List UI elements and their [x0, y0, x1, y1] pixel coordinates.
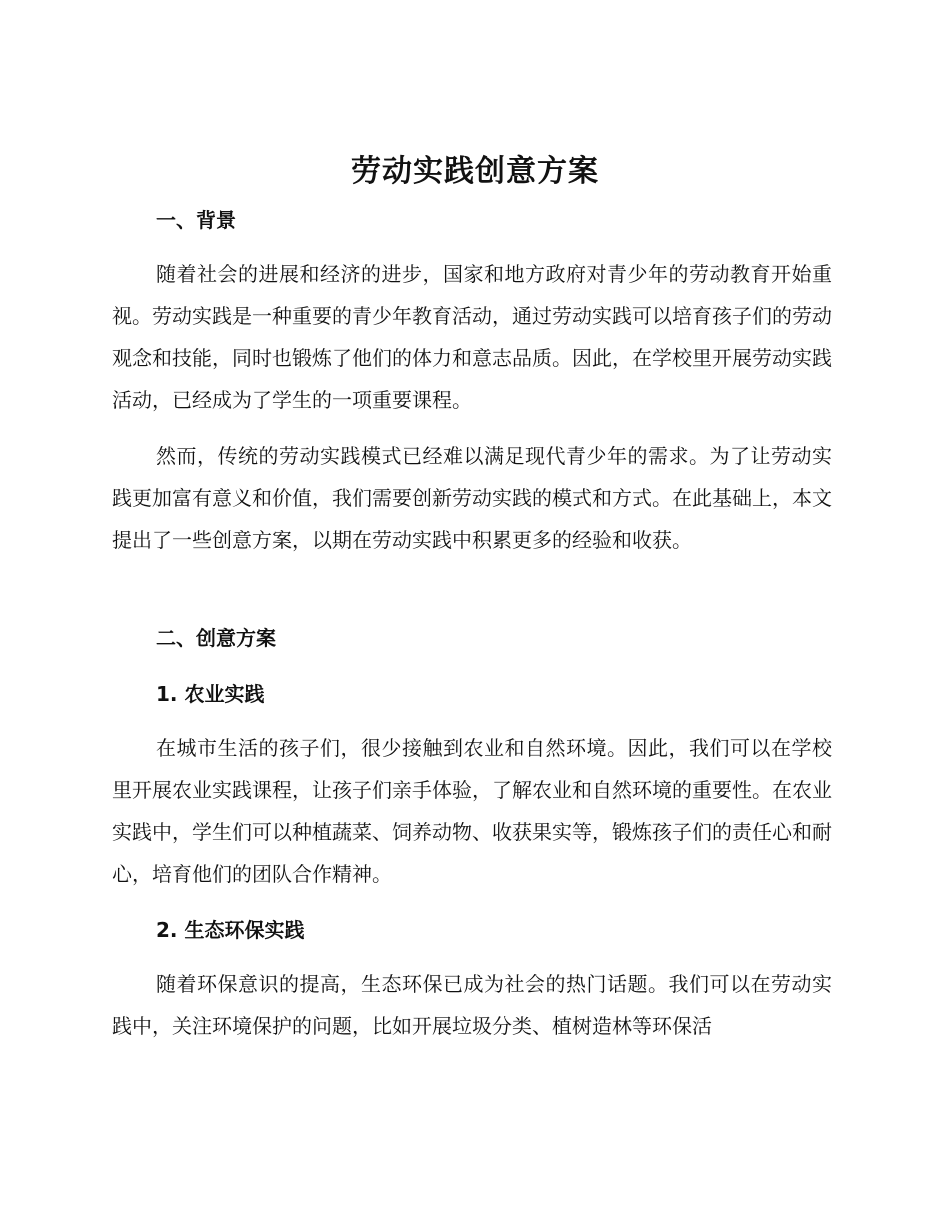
subheading-eco-practice: 2. 生态环保实践 [156, 918, 305, 942]
section-heading-creative-plan: 二、创意方案 [156, 626, 276, 650]
paragraph-background-1: 随着社会的进展和经济的进步，国家和地方政府对青少年的劳动教育开始重视。劳动实践是一种重要的青少年教育活动，通过劳动实践可以培育孩子们的劳动观念和技能，同时也锻炼了他们的体力和意志品质。因此，在学校里开展劳动实践活动，已经成为了学生的一项重要课程。 [112, 262, 832, 412]
paragraph-agriculture-practice: 在城市生活的孩子们，很少接触到农业和自然环境。因此，我们可以在学校里开展农业实践课程，让孩子们亲手体验，了解农业和自然环境的重要性。在农业实践中，学生们可以种植蔬菜、饲养动物、收获果实等，锻炼孩子们的责任心和耐心，培育他们的团队合作精神。 [112, 736, 832, 886]
paragraph-eco-practice: 随着环保意识的提高，生态环保已成为社会的热门话题。我们可以在劳动实践中，关注环境保护的问题，比如开展垃圾分类、植树造林等环保活 [112, 972, 832, 1038]
section-heading-background: 一、背景 [156, 208, 236, 232]
subheading-agriculture-practice: 1. 农业实践 [156, 682, 265, 706]
document-title: 劳动实践创意方案 [351, 154, 599, 189]
paragraph-background-2: 然而，传统的劳动实践模式已经难以满足现代青少年的需求。为了让劳动实践更加富有意义和价值，我们需要创新劳动实践的模式和方式。在此基础上，本文提出了一些创意方案，以期在劳动实践中积累更多的经验和收获。 [112, 444, 832, 552]
